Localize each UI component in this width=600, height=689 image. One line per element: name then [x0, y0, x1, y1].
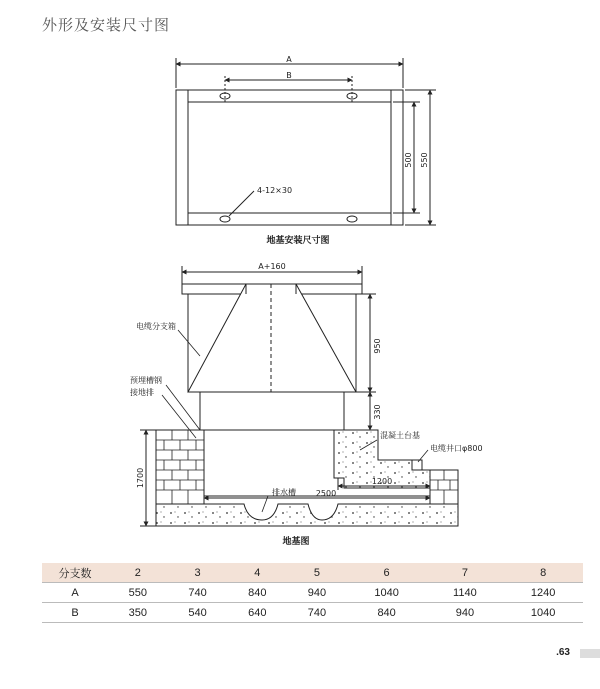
- table-cell: 840: [227, 583, 287, 603]
- table-cell: 1040: [347, 583, 427, 603]
- mount-slot: [220, 216, 230, 222]
- table-col-header: 4: [227, 563, 287, 583]
- table-col-header: 3: [168, 563, 228, 583]
- dim-1700-label: 1700: [136, 467, 145, 489]
- table-cell: 550: [108, 583, 168, 603]
- label-concrete: 混凝土台基: [380, 431, 420, 440]
- dimension-table: [42, 563, 583, 623]
- section-caption: 地基图: [282, 537, 310, 547]
- dim-a-label: A: [286, 55, 292, 64]
- table-col-header: 8: [503, 563, 583, 583]
- page-number: .63: [556, 647, 570, 658]
- dim-top-label: A+160: [258, 262, 286, 271]
- dim-950-label: 950: [373, 338, 382, 354]
- table-cell: 350: [108, 603, 168, 623]
- label-cable-box: 电缆分支箱: [136, 322, 176, 331]
- page-tab-marker: [580, 649, 600, 658]
- dim-550-label: 550: [420, 152, 429, 168]
- dim-500-label: 500: [404, 152, 413, 168]
- table-cell: 940: [426, 603, 503, 623]
- table-cell: 740: [168, 583, 228, 603]
- table-col-header: 5: [287, 563, 347, 583]
- foundation-plan: [176, 58, 436, 225]
- table-cell: 1240: [503, 583, 583, 603]
- table-cell: 940: [287, 583, 347, 603]
- table-row: [42, 603, 583, 623]
- dim-1200-label: 1200: [371, 477, 393, 486]
- dim-2500-label: 2500: [315, 489, 337, 498]
- floor-slab: [156, 504, 458, 526]
- table-header-row: [42, 563, 583, 583]
- label-well: 电缆井口φ800: [430, 444, 483, 453]
- table-cell: 1040: [503, 603, 583, 623]
- label-drain: 排水槽: [272, 488, 296, 497]
- table-col-header: 6: [347, 563, 427, 583]
- mount-slot: [347, 216, 357, 222]
- foundation-section: [140, 266, 458, 526]
- label-ground-bar: 接地排: [130, 388, 154, 397]
- plan-caption: 地基安装尺寸图: [266, 236, 330, 246]
- page-title: 外形及安装尺寸图: [42, 16, 171, 34]
- table-header-label: 分支数: [42, 563, 108, 583]
- table-cell: 840: [347, 603, 427, 623]
- plan-inner-frame: [188, 102, 391, 213]
- table-cell: 1140: [426, 583, 503, 603]
- plan-outer-frame: [176, 90, 403, 225]
- table-cell: 740: [287, 603, 347, 623]
- cabinet-base: [200, 392, 344, 430]
- row-label: A: [42, 583, 108, 603]
- row-label: B: [42, 603, 108, 623]
- dim-b-label: B: [286, 71, 292, 80]
- label-channel-steel: 预埋槽钢: [130, 376, 162, 385]
- hole-note: 4-12×30: [257, 186, 293, 195]
- table-col-header: 2: [108, 563, 168, 583]
- table-cell: 640: [227, 603, 287, 623]
- table-row: [42, 583, 583, 603]
- dim-330-label: 330: [373, 404, 382, 420]
- table-cell: 540: [168, 603, 228, 623]
- table-col-header: 7: [426, 563, 503, 583]
